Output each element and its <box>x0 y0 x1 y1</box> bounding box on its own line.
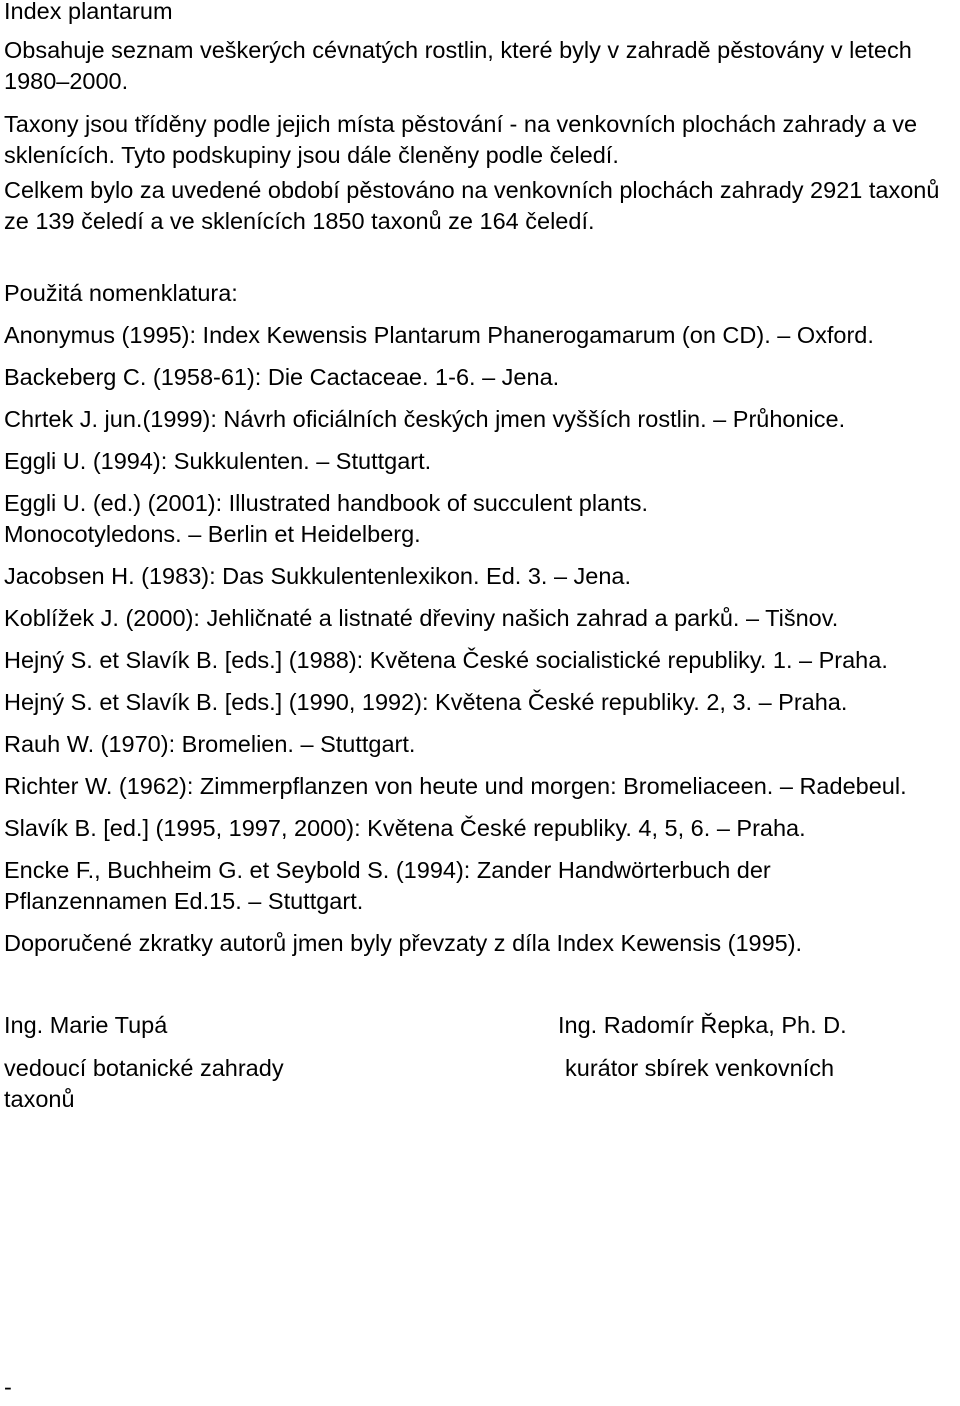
reference-item: Encke F., Buchheim G. et Seybold S. (1994): Zander Handwörterbuch der Pflanzennamen Ed.15. – Stuttgart. <box>4 857 771 914</box>
reference-item: Eggli U. (1994): Sukkulenten. – Stuttgart. <box>4 448 432 474</box>
reference-item: Chrtek J. jun.(1999): Návrh oficiálních českých jmen vyšších rostlin. – Průhonice. <box>4 406 846 432</box>
signature-names-row <box>4 1010 954 1041</box>
reference-item: Hejný S. et Slavík B. [eds.] (1990, 1992): Květena České republiky. 2, 3. – Praha. <box>4 689 848 715</box>
intro-paragraph-1: Obsahuje seznam veškerých cévnatých rostlin, které byly v zahradě pěstovány v letech 1980–2000. <box>4 37 912 94</box>
document-title: Index plantarum <box>4 0 173 24</box>
abbreviation-note: Doporučené zkratky autorů jmen byly převzaty z díla Index Kewensis (1995). <box>4 930 803 956</box>
reference-item: Richter W. (1962): Zimmerpflanzen von heute und morgen: Bromeliaceen. – Radebeul. <box>4 773 907 799</box>
reference-item: Backeberg C. (1958-61): Die Cactaceae. 1-6. – Jena. <box>4 364 560 390</box>
signature-continuation-row <box>4 1084 954 1115</box>
reference-list <box>4 320 954 917</box>
footer-mark: - <box>4 1374 12 1400</box>
signature-left-role: vedoucí botanické zahrady <box>4 1055 284 1081</box>
intro-paragraph-2: Taxony jsou tříděny podle jejich místa pěstování - na venkovních plochách zahrady a ve sklenících. Tyto podskupiny jsou dále členěny podle čeledí. <box>4 111 918 168</box>
signature-roles-row <box>4 1053 954 1084</box>
signature-left-name: Ing. Marie Tupá <box>4 1012 168 1038</box>
signature-right-name: Ing. Radomír Řepka, Ph. D. <box>558 1012 847 1038</box>
signature-continuation: taxonů <box>4 1086 75 1112</box>
reference-item: Koblížek J. (2000): Jehličnaté a listnaté dřeviny našich zahrad a parků. – Tišnov. <box>4 605 839 631</box>
reference-item: Anonymus (1995): Index Kewensis Plantarum Phanerogamarum (on CD). – Oxford. <box>4 322 874 348</box>
reference-item: Hejný S. et Slavík B. [eds.] (1988): Květena České socialistické republiky. 1. – Praha. <box>4 647 888 673</box>
reference-item: Jacobsen H. (1983): Das Sukkulentenlexikon. Ed. 3. – Jena. <box>4 563 632 589</box>
signature-right-role: kurátor sbírek venkovních <box>565 1055 835 1081</box>
reference-item: Eggli U. (ed.) (2001): Illustrated handbook of succulent plants. Monocotyledons. – Berlin et Heidelberg. <box>4 490 649 547</box>
intro-paragraph-3: Celkem bylo za uvedené období pěstováno na venkovních plochách zahrady 2921 taxonů ze 139 čeledí a ve sklenících 1850 taxonů ze 164 čeledí. <box>4 177 940 234</box>
reference-item: Rauh W. (1970): Bromelien. – Stuttgart. <box>4 731 416 757</box>
reference-item: Slavík B. [ed.] (1995, 1997, 2000): Květena České republiky. 4, 5, 6. – Praha. <box>4 815 806 841</box>
nomenclature-heading: Použitá nomenklatura: <box>4 280 238 306</box>
document-page <box>4 0 954 1115</box>
